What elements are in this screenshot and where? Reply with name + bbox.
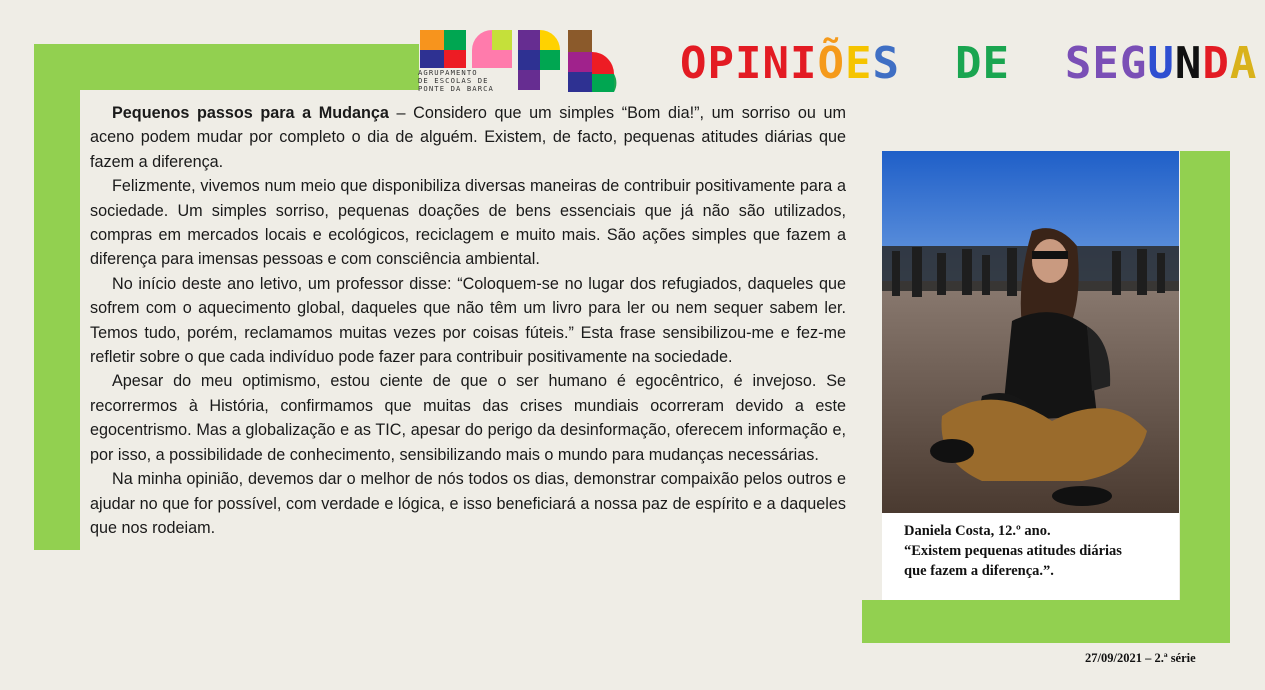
logo-text-line-3: PONTE DA BARCA [418, 84, 494, 93]
title-letter: G [1119, 38, 1148, 89]
article-paragraph-1 [90, 101, 846, 174]
logo-text-line-1: AGRUPAMENTO [418, 68, 478, 77]
photo-card [882, 151, 1179, 600]
green-frame-left [34, 44, 80, 550]
title-letter: D [1202, 38, 1230, 89]
caption-quote-line-2: que fazem a diferença.”. [904, 563, 1054, 579]
photo-caption [904, 521, 1174, 581]
page-title [680, 38, 1257, 89]
green-frame-bottom [862, 600, 1230, 643]
title-letter: D [954, 38, 983, 89]
title-letter: E [844, 38, 873, 89]
article-body [90, 101, 846, 540]
title-letter: Õ [817, 38, 845, 89]
article-lead-title: Pequenos passos para a Mudança [112, 104, 389, 122]
article-paragraph-3: No início deste ano letivo, um professor disse: “Coloquem-se no lugar dos refugiados, daqueles que sofrem com o aquecimento global, daqueles que não têm um livro para ler ou nem sequer sabem ler. Temos tudo, porém, reclamamos muitas vezes por coisas fúteis.” Esta frase sensibilizou-me e fez-me refletir sobre o que cada indivíduo pode fazer para contribuir positivamente na sociedade. [90, 274, 846, 367]
caption-quote-line-1: “Existem pequenas atitudes diárias [904, 543, 1122, 559]
title-letter [900, 38, 955, 89]
title-letter: E [982, 38, 1010, 89]
title-letter: U [1147, 38, 1175, 89]
title-letter [1010, 38, 1065, 89]
green-frame-top [34, 44, 419, 90]
school-logo-text [418, 69, 518, 93]
title-letter: E [1092, 38, 1120, 89]
title-letter: N [1174, 38, 1203, 89]
article-paragraph-5: Na minha opinião, devemos dar o melhor de nós todos os dias, demonstrar compaixão pelos outros e ajudar no que for possível, com verdade e lógica, e isso beneficiará a nossa paz de espírito e a daqueles que nos rodeiam. [90, 470, 846, 537]
logo-text-line-2: DE ESCOLAS DE [418, 76, 489, 85]
title-letter: OPINI [680, 38, 818, 89]
article-paragraph-4: Apesar do meu optimismo, estou ciente de que o ser humano é egocêntrico, é invejoso. Se recorrermos à História, confirmamos que muitas das crises mundiais ocorreram devido a este egocentrismo. Mas a globalização e as TIC, apesar do perigo da desinformação, oferecem informação e, por isso, a possibilidade de conhecimento, sensibilizando mais o mundo para mudanças necessárias. [90, 372, 846, 464]
title-letter: S [1064, 38, 1093, 89]
title-letter: S [872, 38, 900, 89]
article-paragraph-2: Felizmente, vivemos num meio que disponibiliza diversas maneiras de contribuir positivamente para a sociedade. Um simples sorriso, pequenas doações de bens essenciais que já não são utilizados, compras em mercados locais e ecológicos, reciclagem e muito mais. São ações simples que fazem a diferença para imensas pessoas e com consciência ambiental. [90, 177, 846, 269]
footer-date: 27/09/2021 – 2.ª série [1085, 651, 1196, 665]
green-frame-right [1180, 151, 1230, 643]
title-letter: A [1229, 38, 1258, 89]
student-photo [882, 151, 1179, 513]
article-paragraph-1-text: – Considero que um simples “Bom dia!”, um sorriso ou um aceno podem mudar por completo o dia de alguém. Existem, de facto, pequenas atitudes diárias que fazem a diferença. [90, 104, 846, 171]
caption-author: Daniela Costa, 12.º ano. [904, 523, 1051, 539]
